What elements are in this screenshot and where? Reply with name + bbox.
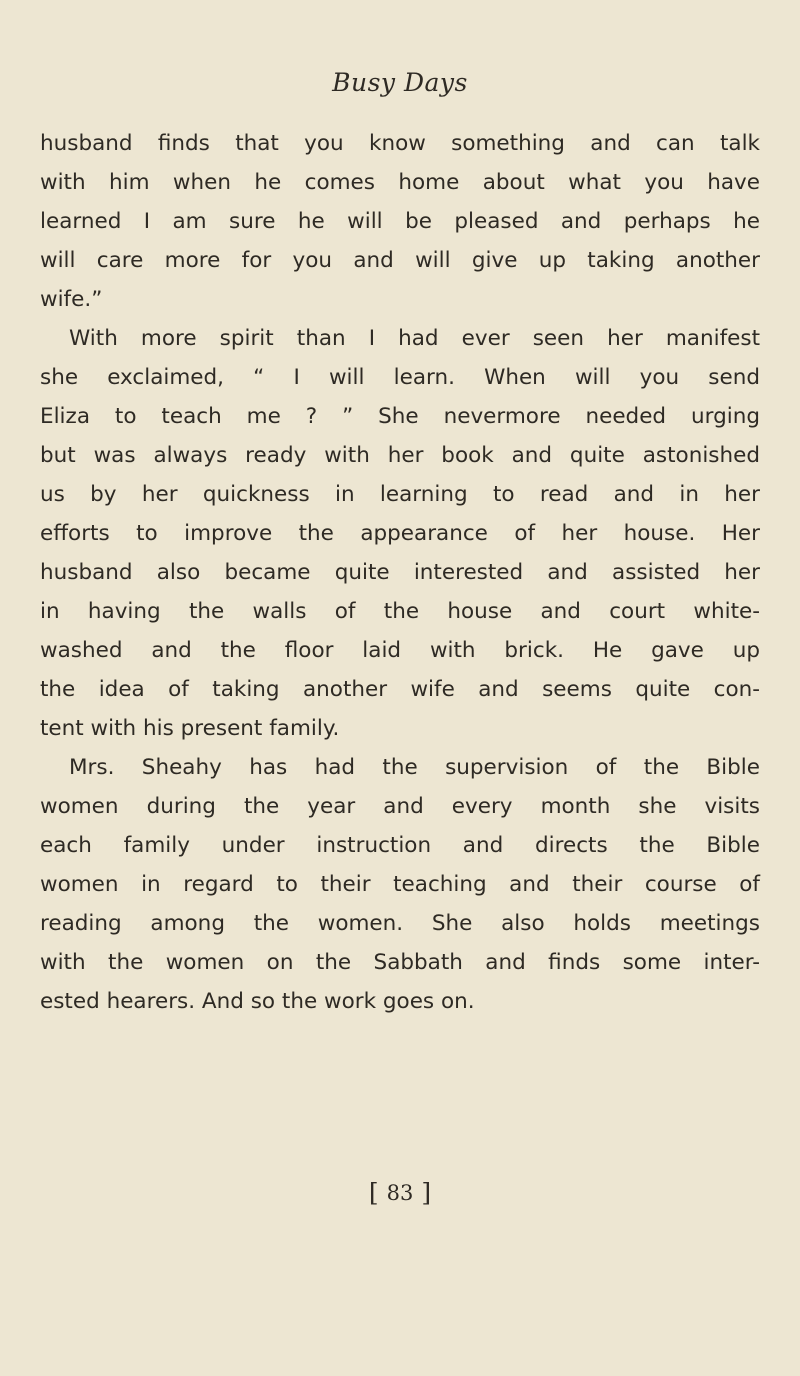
text-line: she exclaimed, “ I will learn. When will you send bbox=[40, 365, 760, 390]
text-line: with him when he comes home about what you have bbox=[40, 170, 760, 195]
text-line: With more spirit than I had ever seen her manifest bbox=[69, 326, 760, 351]
running-head: Busy Days bbox=[332, 68, 468, 97]
text-line: in having the walls of the house and court white- bbox=[40, 599, 760, 624]
text-line: wife.” bbox=[40, 287, 103, 312]
text-line: will care more for you and will give up taking another bbox=[40, 248, 760, 273]
text-line: Eliza to teach me ? ” She nevermore needed urging bbox=[40, 404, 760, 429]
text-line: women during the year and every month she visits bbox=[40, 794, 760, 819]
text-line: the idea of taking another wife and seems quite con- bbox=[40, 677, 760, 702]
text-line: Mrs. Sheahy has had the supervision of the Bible bbox=[69, 755, 760, 780]
text-line: reading among the women. She also holds meetings bbox=[40, 911, 760, 936]
text-line: washed and the floor laid with brick. He gave up bbox=[40, 638, 760, 663]
page-number-value: 83 bbox=[386, 1181, 414, 1205]
text-line: efforts to improve the appearance of her house. Her bbox=[40, 521, 760, 546]
text-line: ested hearers. And so the work goes on. bbox=[40, 989, 475, 1014]
text-line: but was always ready with her book and quite astonished bbox=[40, 443, 760, 468]
page-number-open-bracket: [ bbox=[368, 1178, 379, 1207]
text-line: husband also became quite interested and assisted her bbox=[40, 560, 760, 585]
body-text bbox=[40, 124, 760, 1021]
page-number-close-bracket: ] bbox=[421, 1178, 432, 1207]
text-line: each family under instruction and directs the Bible bbox=[40, 833, 760, 858]
page-number bbox=[0, 1178, 800, 1207]
text-line: with the women on the Sabbath and finds some inter- bbox=[40, 950, 760, 975]
text-line: women in regard to their teaching and their course of bbox=[40, 872, 760, 897]
text-line: husband finds that you know something and can talk bbox=[40, 131, 760, 156]
text-line: learned I am sure he will be pleased and perhaps he bbox=[40, 209, 760, 234]
text-line: tent with his present family. bbox=[40, 716, 340, 741]
text-line: us by her quickness in learning to read and in her bbox=[40, 482, 760, 507]
